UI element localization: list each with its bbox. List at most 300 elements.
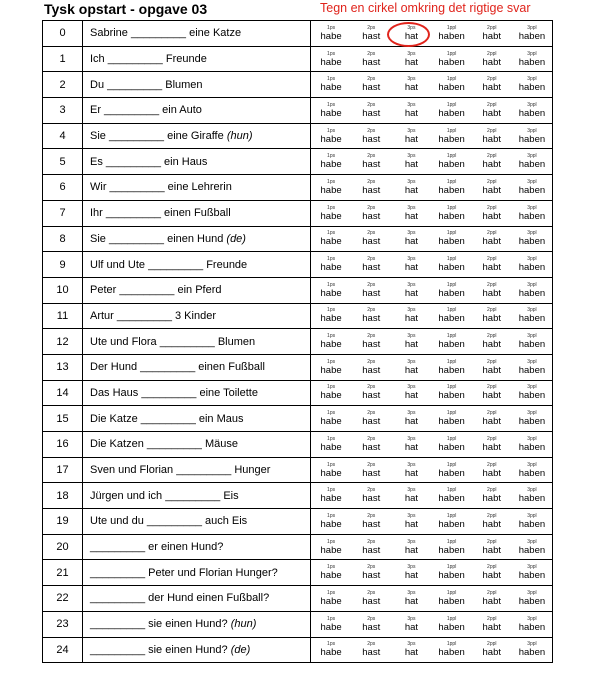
answer-option[interactable] (472, 47, 512, 72)
answer-option[interactable] (391, 458, 431, 483)
answer-option[interactable] (472, 406, 512, 431)
option-word: habt (482, 364, 502, 376)
option-word: haben (438, 82, 465, 94)
option-tag: 3ps (407, 76, 416, 83)
answer-option[interactable] (472, 201, 512, 226)
option-word: hat (404, 262, 419, 274)
option-word: haben (518, 467, 546, 479)
answer-option[interactable] (391, 278, 431, 303)
option-word: hast (362, 159, 381, 171)
option-word: habt (482, 82, 502, 94)
option-tag: 2ppl (487, 256, 497, 263)
option-word: hast (362, 287, 381, 299)
option-word: haben (438, 493, 465, 505)
option-word: haben (518, 621, 546, 633)
exercise-row (43, 123, 553, 149)
answer-option[interactable] (351, 612, 391, 637)
answer-option[interactable] (311, 329, 351, 354)
answer-option[interactable] (351, 355, 391, 380)
row-number: 3 (43, 98, 83, 124)
answer-option[interactable] (512, 21, 552, 46)
option-tag: 1ps (327, 589, 336, 596)
option-word: haben (438, 390, 465, 402)
answer-option[interactable] (311, 586, 351, 611)
option-tag: 3ps (407, 641, 416, 648)
answer-option[interactable] (472, 304, 512, 329)
answer-option[interactable] (432, 149, 472, 174)
answer-option[interactable] (512, 201, 552, 226)
answer-options (311, 611, 553, 637)
answer-option[interactable] (311, 21, 351, 46)
answer-option[interactable] (512, 329, 552, 354)
answer-option[interactable] (472, 98, 512, 123)
answer-option[interactable] (311, 72, 351, 97)
option-word: haben (518, 544, 546, 556)
answer-option[interactable] (311, 406, 351, 431)
option-tag: 3ppl (527, 538, 537, 545)
option-word: haben (438, 262, 465, 274)
answer-options (311, 509, 553, 535)
answer-option[interactable] (391, 509, 431, 534)
exercise-row (43, 406, 553, 432)
answer-option[interactable] (351, 72, 391, 97)
option-tag: 2ps (367, 256, 376, 263)
answer-option[interactable] (472, 509, 512, 534)
option-word: hast (362, 364, 381, 376)
option-tag: 3ppl (527, 204, 537, 211)
row-number: 5 (43, 149, 83, 175)
option-word: habe (320, 441, 342, 453)
answer-option[interactable] (391, 406, 431, 431)
answer-option[interactable] (391, 201, 431, 226)
option-tag: 1ps (327, 487, 336, 494)
answer-option[interactable] (351, 432, 391, 457)
option-word: hat (404, 313, 419, 325)
answer-option[interactable] (351, 47, 391, 72)
option-word: habt (482, 210, 502, 222)
option-word: habt (482, 339, 502, 351)
answer-option[interactable] (311, 98, 351, 123)
option-tag: 1ppl (446, 589, 457, 596)
answer-option[interactable] (432, 21, 472, 46)
answer-options (311, 149, 553, 175)
answer-option[interactable] (472, 381, 512, 406)
answer-option[interactable] (432, 381, 472, 406)
option-word: habt (482, 287, 502, 299)
answer-option[interactable] (472, 21, 512, 46)
answer-options (311, 72, 553, 98)
answer-option[interactable] (311, 304, 351, 329)
answer-option[interactable] (472, 149, 512, 174)
answer-option[interactable] (472, 483, 512, 508)
answer-option[interactable] (351, 329, 391, 354)
sentence-cell (83, 149, 311, 175)
answer-option[interactable] (432, 72, 472, 97)
row-number: 9 (43, 252, 83, 278)
option-tag: 3ps (407, 384, 416, 391)
option-tag: 1ppl (446, 384, 457, 391)
answer-options (311, 637, 553, 663)
answer-option[interactable] (351, 586, 391, 611)
answer-option[interactable] (472, 252, 512, 277)
option-word: haben (518, 416, 546, 428)
option-tag: 3ppl (527, 127, 537, 134)
option-word: haben (438, 364, 465, 376)
answer-option[interactable] (432, 227, 472, 252)
answer-option[interactable] (512, 509, 552, 534)
answer-option[interactable] (512, 638, 552, 663)
option-tag: 1ps (327, 127, 336, 134)
answer-option[interactable] (311, 149, 351, 174)
answer-options (311, 586, 553, 612)
answer-option[interactable] (432, 406, 472, 431)
option-word: hat (404, 647, 419, 659)
answer-option[interactable] (512, 278, 552, 303)
answer-option[interactable] (512, 458, 552, 483)
answer-option[interactable] (311, 432, 351, 457)
answer-option[interactable] (391, 304, 431, 329)
answer-option[interactable] (391, 586, 431, 611)
option-tag: 3ppl (527, 50, 537, 57)
answer-option[interactable] (512, 72, 552, 97)
option-tag: 3ppl (527, 615, 537, 622)
option-word: haben (518, 390, 546, 402)
answer-option[interactable] (311, 612, 351, 637)
option-word: haben (438, 184, 465, 196)
sentence-text: Das Haus _________ eine Toilette (90, 386, 258, 399)
sentence-hint: (hun) (230, 618, 257, 631)
sentence-cell (83, 406, 311, 432)
answer-option[interactable] (391, 483, 431, 508)
answer-option[interactable] (351, 638, 391, 663)
answer-option[interactable] (512, 612, 552, 637)
answer-option[interactable] (311, 638, 351, 663)
answer-option[interactable] (432, 586, 472, 611)
answer-option[interactable] (311, 201, 351, 226)
answer-option[interactable] (311, 355, 351, 380)
answer-option[interactable] (391, 535, 431, 560)
answer-option[interactable] (432, 432, 472, 457)
answer-option[interactable] (512, 124, 552, 149)
option-tag: 2ppl (487, 487, 497, 494)
answer-option[interactable] (472, 175, 512, 200)
option-tag: 1ppl (446, 358, 457, 365)
option-tag: 2ppl (487, 50, 497, 57)
option-word: haben (518, 364, 546, 376)
answer-option[interactable] (311, 509, 351, 534)
option-tag: 2ps (367, 127, 376, 134)
option-word: habt (482, 544, 502, 556)
answer-option[interactable] (432, 560, 472, 585)
answer-option[interactable] (351, 406, 391, 431)
answer-option[interactable] (472, 638, 512, 663)
answer-option[interactable] (351, 278, 391, 303)
answer-option[interactable] (432, 124, 472, 149)
option-tag: 3ppl (527, 589, 537, 596)
answer-option[interactable] (391, 252, 431, 277)
answer-options (311, 483, 553, 509)
option-tag: 1ps (327, 153, 336, 160)
answer-option[interactable] (512, 483, 552, 508)
answer-options (311, 432, 553, 458)
answer-option[interactable] (472, 278, 512, 303)
answer-option[interactable] (432, 278, 472, 303)
option-word: habe (320, 544, 342, 556)
option-tag: 2ps (367, 204, 376, 211)
option-word: habt (482, 56, 502, 68)
answer-option[interactable] (472, 227, 512, 252)
answer-option[interactable] (391, 560, 431, 585)
option-word: habe (320, 159, 342, 171)
answer-option[interactable] (512, 47, 552, 72)
answer-options (311, 406, 553, 432)
answer-option[interactable] (351, 252, 391, 277)
answer-option[interactable] (512, 252, 552, 277)
exercise-row (43, 380, 553, 406)
answer-option[interactable] (472, 72, 512, 97)
sentence-text: _________ sie einen Hund? (90, 643, 228, 656)
exercise-row (43, 175, 553, 201)
option-word: hat (404, 82, 419, 94)
option-word: habt (482, 133, 502, 145)
option-word: haben (438, 133, 465, 145)
answer-option[interactable] (351, 21, 391, 46)
option-word: haben (438, 56, 465, 68)
answer-option[interactable] (391, 638, 431, 663)
answer-option[interactable] (512, 432, 552, 457)
option-tag: 2ps (367, 24, 376, 31)
option-word: hat (404, 107, 419, 119)
answer-option[interactable] (512, 535, 552, 560)
exercise-row (43, 149, 553, 175)
option-word: habt (482, 493, 502, 505)
answer-option[interactable] (432, 98, 472, 123)
option-word: hat (404, 390, 419, 402)
option-word: haben (438, 159, 465, 171)
option-word: habt (482, 595, 502, 607)
answer-option[interactable] (512, 560, 552, 585)
answer-option[interactable] (311, 560, 351, 585)
sentence-cell (83, 457, 311, 483)
option-tag: 1ps (327, 204, 336, 211)
option-tag: 3ps (407, 230, 416, 237)
answer-option[interactable] (391, 98, 431, 123)
option-word: hat (404, 544, 419, 556)
answer-option[interactable] (472, 612, 512, 637)
sentence-text: Ihr _________ einen Fußball (90, 207, 231, 220)
answer-option[interactable] (512, 355, 552, 380)
answer-option[interactable] (432, 252, 472, 277)
option-tag: 2ppl (487, 307, 497, 314)
option-tag: 3ps (407, 281, 416, 288)
option-word: haben (518, 570, 546, 582)
answer-options (311, 46, 553, 72)
option-tag: 3ppl (527, 435, 537, 442)
option-tag: 1ppl (446, 281, 457, 288)
sentence-text: Ute und Flora _________ Blumen (90, 335, 256, 348)
answer-option[interactable] (351, 175, 391, 200)
option-word: hast (362, 30, 381, 42)
option-word: hast (362, 493, 381, 505)
sentence-cell (83, 534, 311, 560)
option-word: habe (320, 210, 342, 222)
option-word: hast (362, 339, 381, 351)
answer-option[interactable] (311, 483, 351, 508)
answer-option[interactable] (432, 355, 472, 380)
answer-option[interactable] (351, 458, 391, 483)
answer-option[interactable] (351, 381, 391, 406)
option-word: habt (482, 30, 502, 42)
answer-option[interactable] (512, 98, 552, 123)
answer-option[interactable] (391, 612, 431, 637)
answer-option[interactable] (311, 124, 351, 149)
answer-option[interactable] (311, 252, 351, 277)
answer-option[interactable] (432, 509, 472, 534)
answer-option[interactable] (512, 586, 552, 611)
answer-option[interactable] (432, 175, 472, 200)
option-word: hast (362, 262, 381, 274)
option-word: haben (518, 441, 546, 453)
answer-option[interactable] (512, 304, 552, 329)
answer-option[interactable] (472, 355, 512, 380)
answer-option[interactable] (351, 98, 391, 123)
answer-option[interactable] (351, 483, 391, 508)
option-tag: 2ppl (487, 153, 497, 160)
answer-option[interactable] (391, 355, 431, 380)
option-tag: 1ps (327, 564, 336, 571)
sentence-text: Du _________ Blumen (90, 78, 203, 91)
answer-option[interactable] (391, 47, 431, 72)
sentence-text: Ute und du _________ auch Eis (90, 515, 248, 528)
option-word: haben (438, 570, 465, 582)
option-tag: 1ppl (446, 410, 457, 417)
answer-option[interactable] (512, 149, 552, 174)
answer-option[interactable] (432, 483, 472, 508)
option-word: hat (404, 518, 419, 530)
answer-option[interactable] (391, 227, 431, 252)
answer-option[interactable] (311, 458, 351, 483)
answer-option[interactable] (432, 458, 472, 483)
option-word: habt (482, 159, 502, 171)
option-tag: 1ppl (446, 435, 457, 442)
answer-option[interactable] (432, 304, 472, 329)
answer-option[interactable] (512, 175, 552, 200)
answer-option[interactable] (311, 175, 351, 200)
sentence-cell (83, 483, 311, 509)
answer-option[interactable] (512, 381, 552, 406)
option-tag: 1ps (327, 178, 336, 185)
option-word: haben (438, 518, 465, 530)
option-tag: 3ppl (527, 461, 537, 468)
option-tag: 2ppl (487, 564, 497, 571)
answer-option[interactable] (432, 638, 472, 663)
answer-option[interactable] (432, 47, 472, 72)
option-word: hast (362, 56, 381, 68)
option-tag: 2ps (367, 435, 376, 442)
option-word: hat (404, 210, 419, 222)
answer-option[interactable] (351, 304, 391, 329)
answer-option[interactable] (391, 124, 431, 149)
option-word: habe (320, 390, 342, 402)
answer-option[interactable] (351, 227, 391, 252)
option-tag: 3ps (407, 461, 416, 468)
answer-option[interactable] (351, 149, 391, 174)
answer-option[interactable] (472, 458, 512, 483)
row-number: 14 (43, 380, 83, 406)
answer-option[interactable] (472, 124, 512, 149)
answer-option[interactable] (391, 149, 431, 174)
option-word: haben (438, 441, 465, 453)
option-tag: 2ppl (487, 410, 497, 417)
answer-option[interactable] (391, 329, 431, 354)
sentence-cell (83, 46, 311, 72)
answer-option[interactable] (472, 329, 512, 354)
option-tag: 1ppl (446, 333, 457, 340)
answer-option[interactable] (472, 560, 512, 585)
option-tag: 3ppl (527, 307, 537, 314)
option-tag: 2ppl (487, 538, 497, 545)
answer-option[interactable] (512, 406, 552, 431)
answer-option[interactable] (432, 329, 472, 354)
answer-option[interactable] (311, 47, 351, 72)
answer-option[interactable] (351, 509, 391, 534)
answer-option[interactable] (311, 535, 351, 560)
answer-option[interactable] (472, 432, 512, 457)
answer-option[interactable] (391, 381, 431, 406)
answer-option[interactable] (391, 432, 431, 457)
row-number: 15 (43, 406, 83, 432)
sentence-text: _________ er einen Hund? (90, 541, 224, 554)
option-tag: 1ps (327, 101, 336, 108)
answer-option[interactable] (311, 278, 351, 303)
answer-option[interactable] (472, 535, 512, 560)
option-word: hast (362, 236, 381, 248)
answer-option[interactable] (351, 201, 391, 226)
option-word: hat (404, 56, 419, 68)
answer-option[interactable] (311, 227, 351, 252)
option-tag: 1ps (327, 538, 336, 545)
row-number: 4 (43, 123, 83, 149)
sentence-cell (83, 175, 311, 201)
option-word: haben (518, 647, 546, 659)
answer-option[interactable] (432, 201, 472, 226)
option-tag: 1ppl (446, 101, 457, 108)
row-number: 22 (43, 586, 83, 612)
option-tag: 3ps (407, 153, 416, 160)
answer-option[interactable] (391, 72, 431, 97)
row-number: 1 (43, 46, 83, 72)
answer-options (311, 277, 553, 303)
option-word: haben (438, 313, 465, 325)
sentence-cell (83, 637, 311, 663)
option-tag: 2ppl (487, 76, 497, 83)
sentence-cell (83, 200, 311, 226)
answer-option[interactable] (432, 612, 472, 637)
answer-option[interactable] (472, 586, 512, 611)
answer-option[interactable] (351, 535, 391, 560)
answer-options (311, 560, 553, 586)
answer-option[interactable] (512, 227, 552, 252)
answer-option[interactable] (311, 381, 351, 406)
answer-option[interactable] (351, 124, 391, 149)
option-tag: 2ppl (487, 127, 497, 134)
answer-options (311, 303, 553, 329)
option-word: haben (518, 339, 546, 351)
answer-option[interactable] (351, 560, 391, 585)
answer-options (311, 457, 553, 483)
answer-option[interactable] (391, 175, 431, 200)
answer-option[interactable] (432, 535, 472, 560)
